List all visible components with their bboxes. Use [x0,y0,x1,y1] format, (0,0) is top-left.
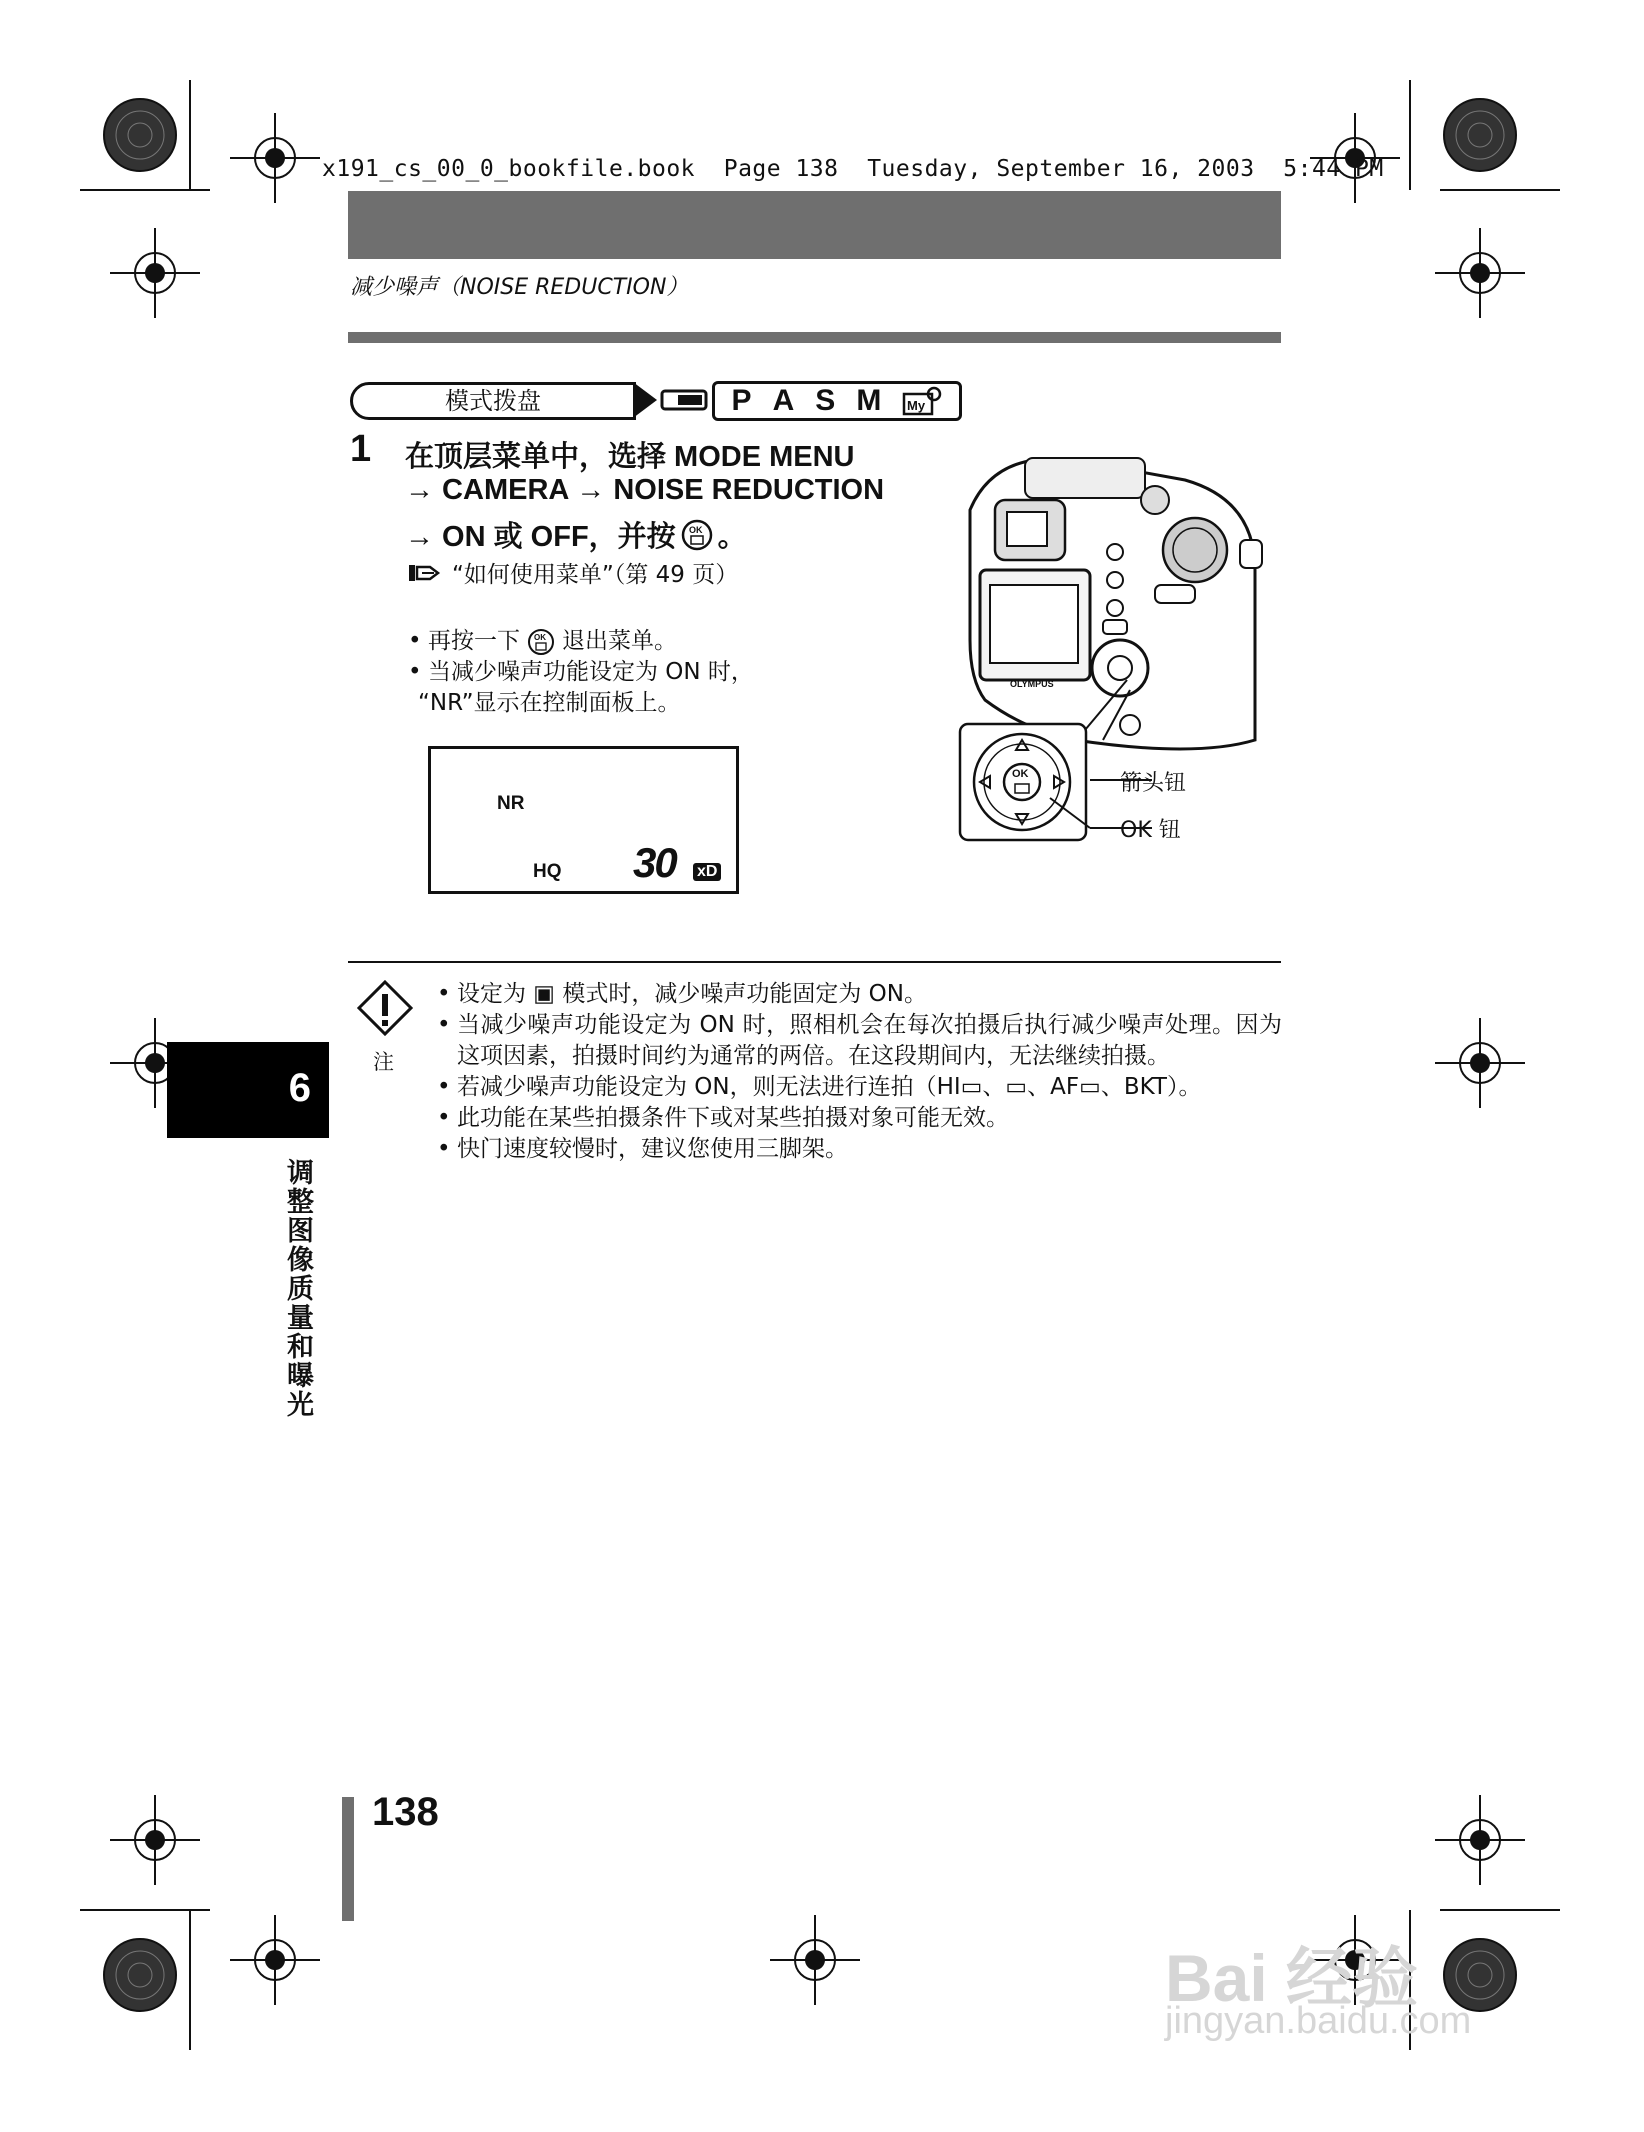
mode-tag-arrow-icon [633,380,663,420]
bullet-nr-on: • 当减少噪声功能设定为 ON 时， [408,657,888,688]
bullet-exit-post: 退出菜单。 [562,628,677,654]
bullet-exit-menu [408,626,888,657]
arrow-pad-label: 箭头钮 [1120,771,1187,796]
watermark-url: jingyan.baidu.com [1165,2000,1472,2042]
mode-m: M [856,384,882,417]
note-item: • 设定为 ▣ 模式时，减少噪声功能固定为 ON。 [437,979,1282,1010]
reference-hand-icon [408,561,442,585]
note-label: 注 [373,1050,394,1074]
my-mode-icon [902,386,942,416]
page-number: 138 [372,1790,439,1834]
lcd-hq-indicator: HQ [533,861,562,882]
note-list [437,979,1282,1165]
section-rule [348,332,1281,343]
step-line-1: 在顶层菜单中，选择 MODE MENU [405,441,855,473]
note-item: • 快门速度较慢时，建议您使用三脚架。 [437,1134,1282,1165]
bullet-exit-pre: • 再按一下 [428,628,520,654]
pasm-mode-box [712,381,962,421]
lcd-frame-count: 30 [633,839,676,886]
mode-a: A [772,384,795,417]
svg-text:OK: OK [534,632,546,642]
watermark-brand: Bai 经验 [1165,1941,1419,2015]
note-rule [348,961,1281,963]
chapter-number: 6 [288,1066,311,1110]
note-item: • 当减少噪声功能设定为 ON 时，照相机会在每次拍摄后执行减少噪声处理。因为这项因素，拍摄时间约为通常的两倍。在这段期间内，无法继续拍摄。 [437,1010,1282,1072]
svg-text:OLYMPUS: OLYMPUS [1010,679,1054,689]
lcd-nr-indicator: NR [497,793,525,814]
section-title: 减少噪声（NOISE REDUCTION） [350,275,689,300]
control-panel-display [428,746,739,894]
reference-text: “如何使用菜单”（第 49 页） [452,562,739,588]
lcd-xd-card-icon: xD [693,863,721,881]
mode-p: P [731,384,752,417]
page-reference [408,556,738,589]
mode-dial-label: 模式拨盘 [350,382,636,420]
chapter-tab [167,1042,329,1138]
step-number: 1 [350,428,372,470]
step-bullets [408,626,888,719]
ok-button-icon [526,627,556,657]
svg-text:OK: OK [688,524,703,535]
arrow-pad-ok-label: OK [1012,768,1029,780]
mode-s: S [815,384,836,417]
svg-text:My: My [907,398,926,413]
step-line-2: → CAMERA → NOISE REDUCTION [405,474,885,506]
movie-card-icon [660,385,710,415]
caution-icon [357,980,413,1036]
header-bar [348,191,1281,259]
print-header: x191_cs_00_0_bookfile.book Page 138 Tuesday, September 16, 2003 5:44 PM [322,156,1384,182]
step-line-3-end: 。 [717,521,747,553]
step-line-3 [405,514,747,555]
step-line-3-text: → ON 或 OFF，并按 [405,521,676,553]
camera-illustration [955,440,1275,760]
note-item: • 若减少噪声功能设定为 ON，则无法进行连拍（HI▭、▭、AF▭、BKT）。 [437,1072,1282,1103]
ok-button-label: OK 钮 [1120,818,1181,843]
bullet-nr-display: “NR”显示在控制面板上。 [418,690,681,716]
chapter-title: 调整图像质量和曝光 [282,1158,313,1419]
ok-button-icon [680,518,714,552]
page-number-bar [342,1797,354,1921]
note-item: • 此功能在某些拍摄条件下或对某些拍摄对象可能无效。 [437,1103,1282,1134]
